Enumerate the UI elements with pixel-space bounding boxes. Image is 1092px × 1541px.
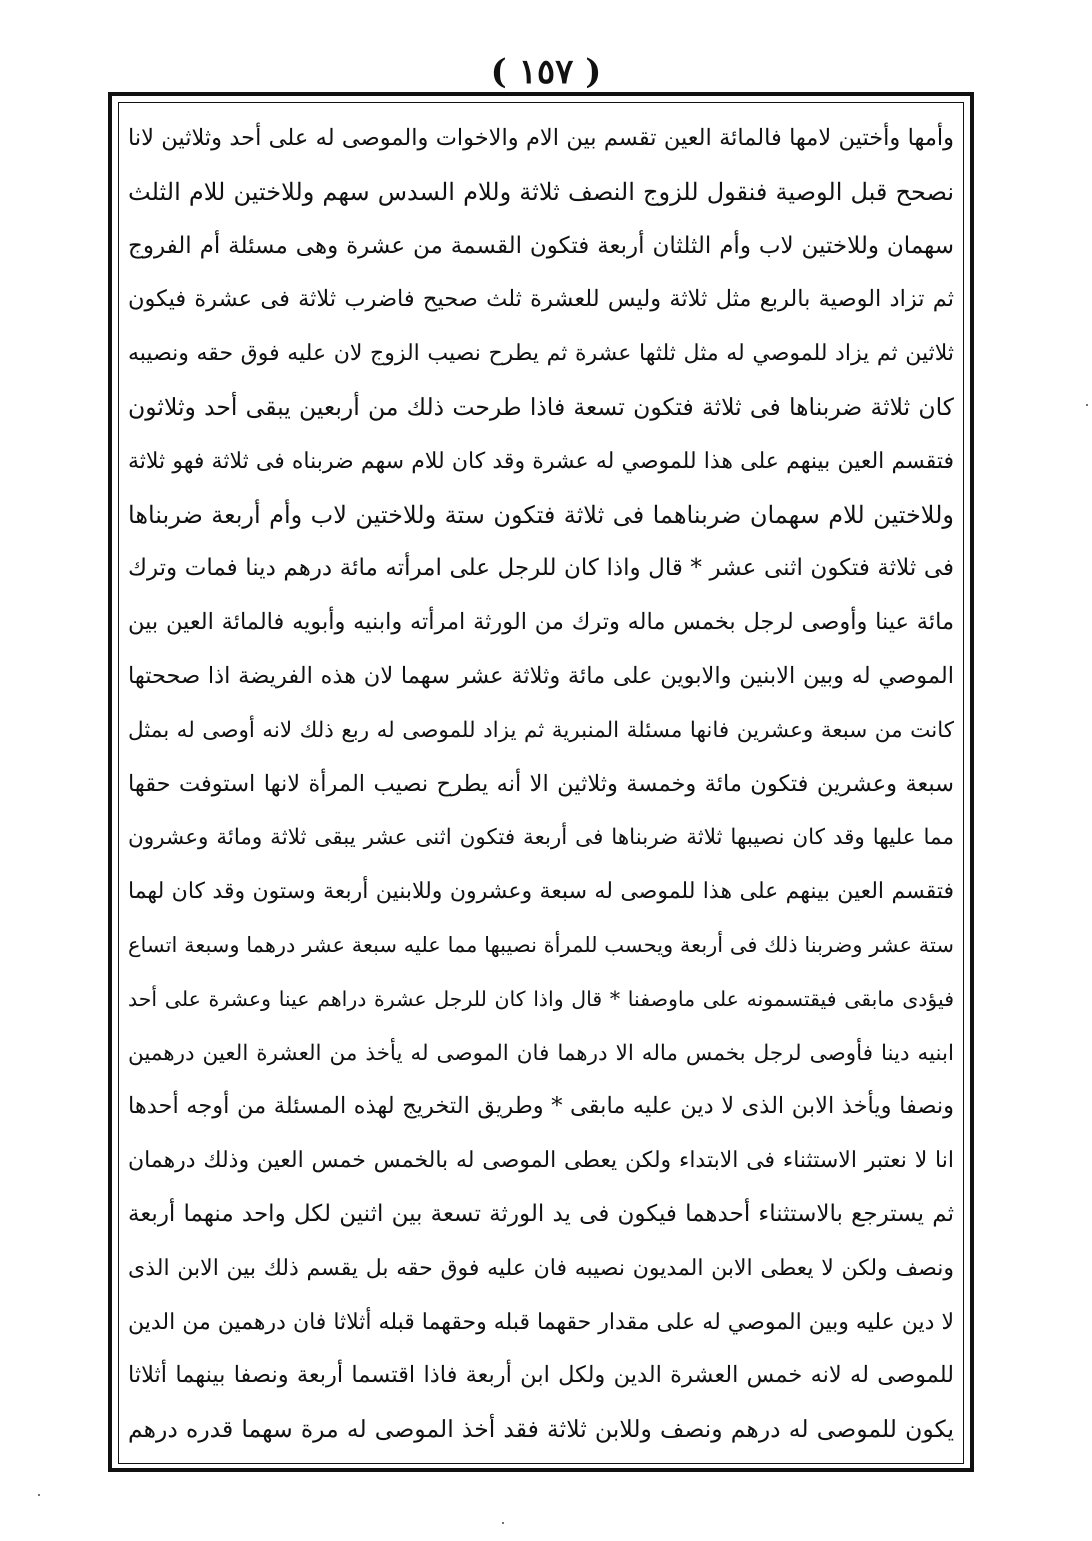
text-line: لا دين عليه وبين الموصي له على مقدار حقهما قبله وحقهما قبله أثلاثا فان درهمين من الدين bbox=[128, 1309, 954, 1335]
text-line: كانت من سبعة وعشرين فانها مسئلة المنبرية ثم يزاد للموصى له ربع ذلك لانه أوصى له بمثل bbox=[128, 717, 954, 743]
text-line: ثم يسترجع بالاستثناء أحدهما فيكون فى يد الورثة تسعة بين اثنين لكل واحد منهما أربعة bbox=[128, 1200, 954, 1227]
text-line: ستة عشر وضربنا ذلك فى أربعة ويحسب للمرأة نصيبها مما عليه سبعة عشر درهما وسبعة اتساع bbox=[128, 932, 954, 957]
text-line: سبعة وعشرين فتكون مائة وخمسة وثلاثين الا أنه يطرح نصيب المرأة لانها استوفت حقها bbox=[128, 770, 954, 797]
text-line: كان ثلاثة ضربناها فى ثلاثة فتكون تسعة فاذا طرحت ذلك من أربعين يبقى أحد وثلاثون bbox=[128, 392, 954, 421]
text-line: فى ثلاثة فتكون اثنى عشر * قال واذا كان للرجل على امرأته مائة درهم دينا فمات وترك bbox=[128, 555, 954, 582]
text-line: ونصف ولكن لا يعطى الابن المديون نصيبه فان عليه فوق حقه بل يقسم ذلك بين الابن الذى bbox=[128, 1255, 954, 1281]
text-line: يكون للموصى له درهم ونصف وللابن ثلاثة فقد أخذ الموصى له مرة سهما قدره درهم bbox=[128, 1415, 954, 1444]
text-line: ونصفا ويأخذ الابن الذى لا دين عليه مابقى * وطريق التخريج لهذه المسئلة من أوجه أحدها bbox=[128, 1093, 954, 1120]
text-line: فتقسم العين بينهم على هذا للموصي له عشرة وقد كان للام سهم ضربناه فى ثلاثة فهو ثلاثة bbox=[128, 448, 954, 474]
text-line: فتقسم العين بينهم على هذا للموصى له سبعة وعشرون وللابنين أربعة وستون وقد كان لهما bbox=[128, 879, 954, 905]
text-line: فيؤدى مابقى فيقتسمونه على ماوصفنا * قال واذا كان للرجل عشرة دراهم عينا وعشرة على أحد bbox=[128, 986, 954, 1011]
text-line: مما عليها وقد كان نصيبها ثلاثة ضربناها فى أربعة فتكون اثنى عشر يبقى ثلاثة ومائة وعشرون bbox=[128, 825, 954, 851]
scan-speck bbox=[502, 1522, 504, 1524]
page-number: ( ١٥٧ ) bbox=[490, 52, 602, 92]
text-line: ابنيه دينا فأوصى لرجل بخمس ماله الا درهما فان الموصى له يأخذ من العشرة العين درهمين bbox=[128, 1040, 954, 1066]
text-line: نصحح قبل الوصية فنقول للزوج النصف ثلاثة وللام السدس سهم وللاختين للام الثلث bbox=[128, 177, 954, 206]
text-line: وأمها وأختين لامها فالمائة العين تقسم بين الام والاخوات والموصى له على أحد وثلاثين لانا bbox=[128, 125, 954, 151]
scan-speck bbox=[38, 1494, 40, 1496]
text-line: سهمان وللاختين لاب وأم الثلثان أربعة فتكون القسمة من عشرة وهى مسئلة أم الفروج bbox=[128, 232, 954, 259]
body-text bbox=[128, 112, 954, 1458]
text-line: انا لا نعتبر الاستثناء فى الابتداء ولكن يعطى الموصى له بالخمس خمس العين وذلك درهمان bbox=[128, 1148, 954, 1174]
text-line: الموصي له وبين الابنين والابوين على مائة وثلاثة عشر سهما لان هذه الفريضة اذا صححتها bbox=[128, 662, 954, 689]
text-line: للموصى له لانه خمس العشرة الدين ولكل ابن أربعة فاذا اقتسما أربعة ونصفا بينهما أثلاثا bbox=[128, 1362, 954, 1389]
text-line: ثم تزاد الوصية بالربع مثل ثلاثة وليس للعشرة ثلث صحيح فاضرب ثلاثة فى عشرة فيكون bbox=[128, 286, 954, 313]
text-line: ثلاثين ثم يزاد للموصي له مثل ثلثها عشرة ثم يطرح نصيب الزوج لان عليه فوق حقه ونصيبه bbox=[128, 341, 954, 367]
text-line: مائة عينا وأوصى لرجل بخمس ماله وترك من الورثة امرأته وابنيه وأبويه فالمائة العين بين bbox=[128, 609, 954, 636]
scan-speck bbox=[1086, 404, 1088, 406]
text-line: وللاختين للام سهمان ضربناهما فى ثلاثة فتكون ستة وللاختين لاب وأم أربعة ضربناها bbox=[128, 500, 954, 529]
